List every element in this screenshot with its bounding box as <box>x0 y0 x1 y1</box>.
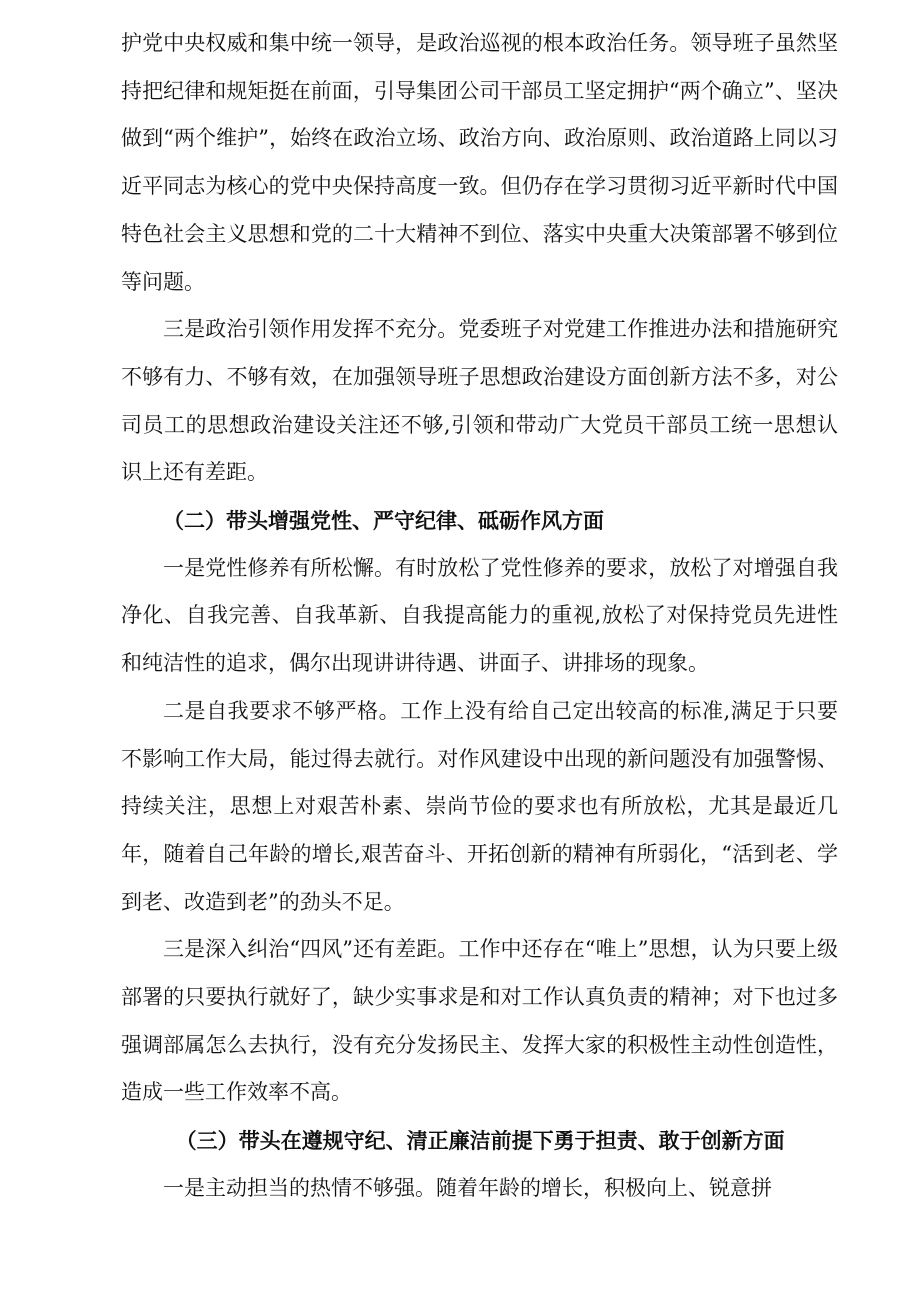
paragraph-political-guidance: 三是政治引领作用发挥不充分。党委班子对党建工作推进办法和措施研究不够有力、不够有效，在加强领导班子思想政治建设方面创新方法不多，对公司员工的思想政治建设关注还不够,引领和带动广大党员干部员工统一思想认识上还有差距。 <box>121 317 838 485</box>
paragraph-initiative: 一是主动担当的热情不够强。随着年龄的增长，积极向上、锐意拼 <box>163 1175 772 1200</box>
paragraph-four-styles: 三是深入纠治“四风”还有差距。工作中还存在“唯上”思想，认为只要上级部署的只要执行就好了，缺少实事求是和对工作认真负责的精神；对下也过多强调部属怎么去执行，没有充分发扬民主、发挥大家的积极性主动性创造性，造成一些工作效率不高。 <box>121 937 838 1105</box>
paragraph-party-spirit: 一是党性修养有所松懈。有时放松了党性修养的要求，放松了对增强自我净化、自我完善、自我革新、自我提高能力的重视,放松了对保持党员先进性和纯洁性的追求，偶尔出现讲讲待遇、讲面子、讲排场的现象。 <box>121 555 838 676</box>
section-heading-2: （二）带头增强党性、严守纪律、砥砺作风方面 <box>163 508 604 534</box>
section-heading-3: （三）带头在遵规守纪、清正廉洁前提下勇于担责、敢于创新方面 <box>175 1128 785 1154</box>
paragraph-political-leadership: 护党中央权威和集中统一领导，是政治巡视的根本政治任务。领导班子虽然坚持把纪律和规矩挺在前面，引导集团公司干部员工坚定拥护“两个确立”、坚决做到“两个维护”，始终在政治立场、政治方向、政治原则、政治道路上同以习近平同志为核心的党中央保持高度一致。但仍存在学习贯彻习近平新时代中国特色社会主义思想和党的二十大精神不到位、落实中央重大决策部署不够到位等问题。 <box>121 31 838 294</box>
paragraph-self-discipline: 二是自我要求不够严格。工作上没有给自己定出较高的标准,满足于只要不影响工作大局，能过得去就行。对作风建设中出现的新问题没有加强警惕、持续关注，思想上对艰苦朴素、崇尚节俭的要求也有所放松，尤其是最近几年，随着自己年龄的增长,艰苦奋斗、开拓创新的精神有所弱化，“活到老、学到老、改造到老”的劲头不足。 <box>121 698 838 914</box>
